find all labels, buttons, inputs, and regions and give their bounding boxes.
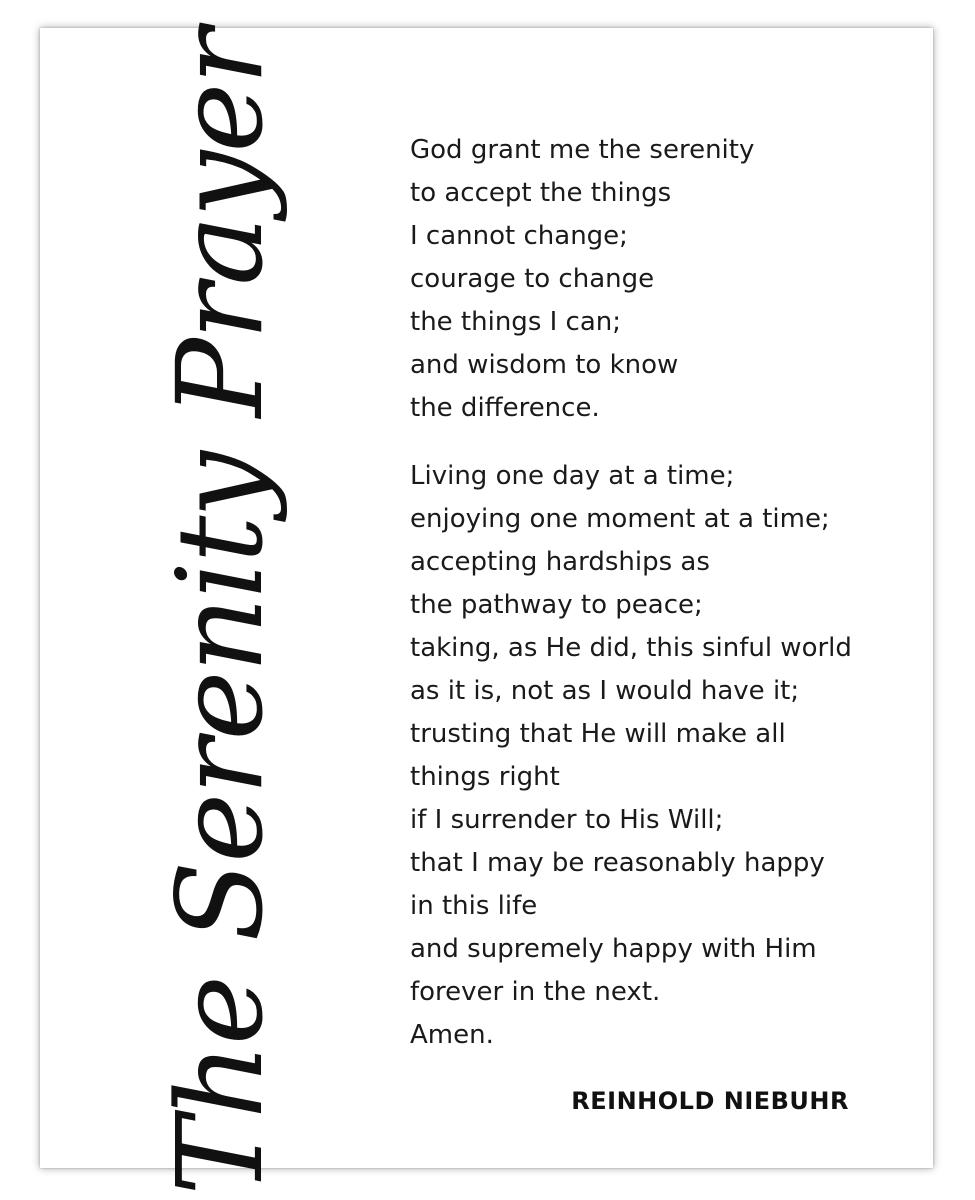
prayer-line: the difference. — [410, 393, 600, 423]
prayer-line: in this life — [410, 891, 538, 921]
prayer-line: trusting that He will make all — [410, 719, 786, 749]
prayer-line: if I surrender to His Will; — [410, 805, 724, 835]
prayer-line: things right — [410, 762, 560, 792]
prayer-line: forever in the next. — [410, 977, 661, 1007]
prayer-line: the things I can; — [410, 307, 622, 337]
poster — [40, 28, 933, 1196]
prayer-line: the pathway to peace; — [410, 590, 703, 620]
prayer-line: that I may be reasonably happy — [410, 848, 825, 878]
prayer-line: I cannot change; — [410, 221, 628, 251]
prayer-text — [410, 129, 930, 1057]
prayer-line: Amen. — [410, 1020, 494, 1050]
prayer-line: taking, as He did, this sinful world — [410, 633, 852, 663]
prayer-line: and wisdom to know — [410, 350, 679, 380]
prayer-line: courage to change — [410, 264, 655, 294]
prayer-line: and supremely happy with Him — [410, 934, 817, 964]
prayer-line: enjoying one moment at a time; — [410, 504, 830, 534]
prayer-line: as it is, not as I would have it; — [410, 676, 800, 706]
stanza-1 — [410, 129, 930, 430]
prayer-line: Living one day at a time; — [410, 461, 735, 491]
prayer-line: to accept the things — [410, 178, 672, 208]
prayer-line: accepting hardships as — [410, 547, 710, 577]
author-name: REINHOLD NIEBUHR — [571, 1087, 849, 1115]
vertical-script-title: The Serenity Prayer — [151, 30, 289, 1196]
stanza-2 — [410, 455, 930, 1057]
prayer-line: God grant me the serenity — [410, 135, 755, 165]
